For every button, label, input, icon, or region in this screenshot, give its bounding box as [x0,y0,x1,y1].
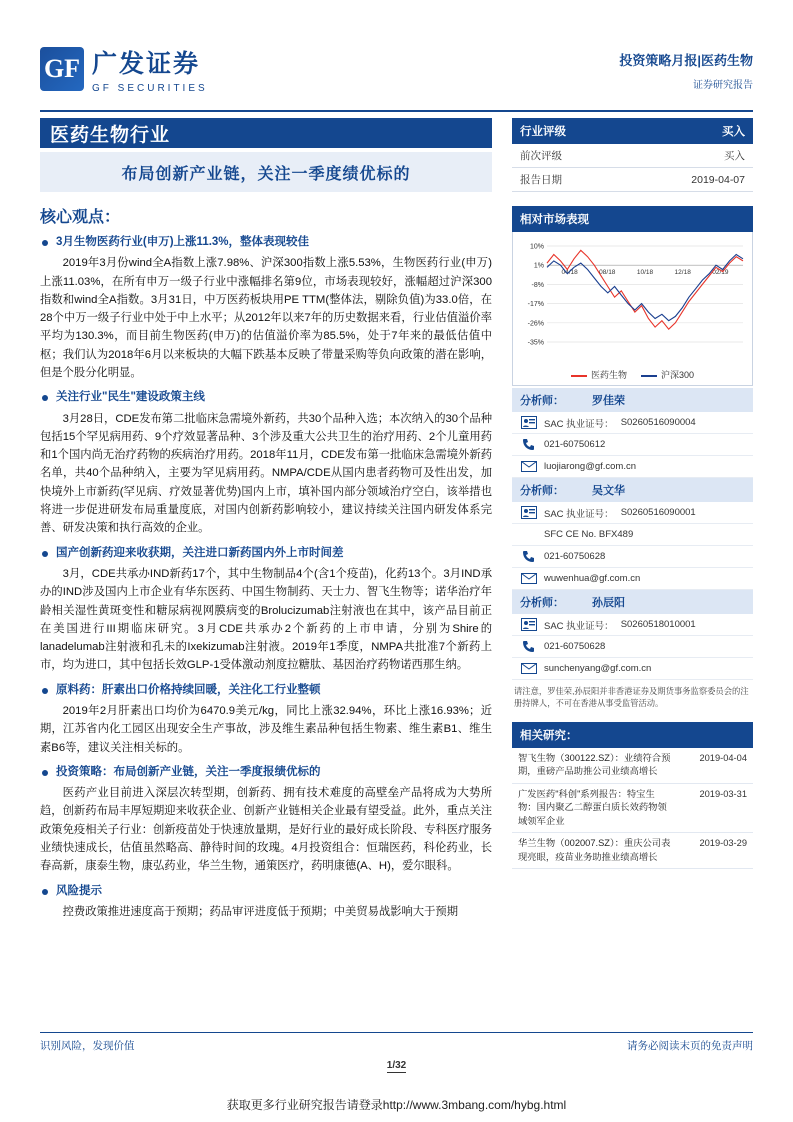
related-item-text: 华兰生物（002007.SZ）：重庆公司表现亮眼，疫苗业务助推业绩高增长 [512,833,679,869]
svg-text:10%: 10% [529,243,544,251]
analyst-email-row [512,568,753,590]
list-item[interactable] [512,783,753,832]
svg-text:02/19: 02/19 [712,269,729,277]
svg-text:1%: 1% [533,262,544,270]
related-item-text: 广发医药"科创"系列报告：特宝生物：国内聚乙二醇蛋白质长效药物领域领军企业 [512,783,679,832]
analyst-email-row [512,658,753,680]
analyst-email-row [512,456,753,478]
page-current: 1 [386,1060,393,1071]
core-item-body: 控费政策推进速度高于预期；药品审评进度低于预期；中美贸易战影响大于预期 [62,905,458,918]
report-date-value: 2019-04-07 [625,168,753,192]
analyst-sac-row [512,502,753,524]
chart-legend [517,368,748,381]
report-category: 投资策略月报|医药生物 [619,53,753,68]
svg-text:12/18: 12/18 [674,269,691,277]
header-divider [40,110,753,112]
analyst-name: 罗佳荣 [592,395,625,407]
related-item-date: 2019-03-31 [679,783,753,832]
id-card-icon [520,617,537,632]
report-date-label: 报告日期 [512,168,625,192]
analyst-email-value[interactable]: wuwenhua@gf.com.cn [544,573,641,584]
analyst-list [512,388,753,710]
page-total: 32 [395,1060,407,1071]
related-item-text: 智飞生物（300122.SZ）：业绩符合预期，重磅产品助推公司业绩高增长 [512,748,679,783]
list-item[interactable] [512,833,753,869]
core-item-head: 关注行业"民生"建设政策主线 [40,389,492,406]
core-item-body: 2019年3月份wind全A指数上涨7.98%、沪深300指数上涨5.53%，生物医药行业(申万)上涨11.03%，在所有申万一级子行业中涨幅排名第9位，市场表现较好，涨幅超过沪深300指数和wind全A指数。3月31日，中万医药板块用PE TTM(整体法，剔除负值)为33.0倍，在28个中万一级子行业中处于中上水平；从2012年以来7年的历史数据来看，行业估值溢价率平均为130.3%，而目前生物医药(申万)的估值溢价率为85.5%，处于7年来的最低估值中枢；我们认为2018年6月以来板块的大幅下跌基本反映了带量采购等负向政策的潜在影响，但是个股分化明显。 [40,257,492,380]
industry-title-band [40,118,492,148]
phone-icon [520,437,537,452]
related-research-title: 相关研究： [512,722,753,748]
core-item-body: 3月28日，CDE发布第二批临床急需境外新药，共30个品种入选；本次纳入的30个品种包括15个罕见病用药、9个疗效显著品种、3个涉及重大公共卫生的治疗用药、2个儿童用药和1个国内尚无治疗药物的疾病治疗用药。2018年11月，CDE发布第一批临床急需境外新药名单，共40个品种纳入，主要为罕见病用药。NMPA/CDE从国内患者药物可及性出发，加快境外上市新药(罕见病、疗效显著优势)国内上市，填补国内部分领域治疗空白，该举措也将进一步促进研发布局重量度底，对国内创新药影响较小，建议持续关注国内研发体系完善、研发决策和执行高效的企业。 [40,412,492,535]
analyst-sac-label: SAC 执业证号： [544,620,614,632]
logo-name-cn: 广发证券 [92,49,201,78]
prev-rating-value: 买入 [625,144,753,168]
svg-text:-8%: -8% [531,281,544,289]
id-card-icon [520,505,537,520]
analyst-name: 吴文华 [592,485,625,497]
page-footer [40,1038,753,1053]
analyst-name: 孙辰阳 [592,597,625,609]
prev-rating-label: 前次评级 [512,144,625,168]
analyst-phone-row [512,636,753,658]
report-type: 证券研究报告 [693,80,753,91]
core-item-body: 3月，CDE共承办IND新药17个，其中生物制品4个(含1个疫苗)，化药13个。3月IND承办的IND涉及国内上市企业有华东医药、中国生物制药、天士力、智飞生物等；诺华治疗年龄相关湿性黄斑变性和糖尿病视网膜病变的Brolucizumab注射液也在其中，该产品目前正在美国进行III期临床研究。3月CDE共承办2个新药的上市申请，分别为Shire的lanadelumab注射液和孔未的Ixekizumab注射液。2019年1季度，NMPA共批准7个新药上市，均为进口，其中包括长效GLP-1受体激动剂度拉糖肽、基因治疗药物诺西那生纳。 [40,567,492,672]
analyst-header [512,590,753,614]
analyst-email-value[interactable]: luojiarong@gf.com.cn [544,461,637,472]
mail-icon [520,571,537,586]
svg-text:-26%: -26% [527,320,544,328]
core-item-head: 3月生物医药行业(申万)上涨11.3%，整体表现较佳 [40,234,492,251]
page-header [40,44,753,106]
legend-item-1: 沪深300 [641,368,694,381]
legend-item-0: 医药生物 [571,368,627,381]
logo-name-en: GF SECURITIES [92,83,208,94]
sidebar [512,118,753,869]
svg-text:10/18: 10/18 [636,269,654,277]
footer-divider [40,1032,753,1033]
related-item-date: 2019-03-29 [679,833,753,869]
core-item-body: 医药产业目前进入深层次转型期，创新药、拥有技术难度的高壁垒产品将成为大势所趋，创新药布局丰厚短期迎来收获企业、创新产业链相关企业最有望受益。此外，重点关注政策免疫相关子行业：创新疫苗处于快速放量期，是好行业的最好成长阶段、专科医疗服务业绩快速成长，估值虽然略高、静待时间的玫瑰。4月投资组合：恒瑞医药，科伦药业，长春高新，康泰生物，康弘药业，华兰生物，通策医疗，药明康德(A、H)，爱尔眼科。 [40,787,492,873]
related-item-date: 2019-04-04 [679,748,753,783]
core-views-heading: 核心观点： [40,209,121,226]
table-row [512,144,753,168]
mail-icon [520,661,537,676]
phone-icon [520,549,537,564]
analyst-role-label: 分析师： [520,395,564,407]
list-item[interactable] [512,748,753,783]
analyst-sac-label: SAC 执业证号： [544,508,614,520]
footer-left-text: 识别风险，发现价值 [40,1040,135,1052]
logo-mark-icon: GF [40,47,84,91]
company-logo [40,44,208,94]
analyst-email-value[interactable]: sunchenyang@gf.com.cn [544,663,652,674]
analyst-sfc-value: SFC CE No. BFX489 [544,529,634,540]
svg-text:08/18: 08/18 [599,269,616,277]
page-subtitle: 布局创新产业链，关注一季度绩优标的 [121,165,411,183]
svg-text:-17%: -17% [527,301,544,309]
analyst-sac-row [512,614,753,636]
badge-icon [520,527,537,542]
analyst-phone-value: 021-60750628 [544,641,606,652]
header-meta [619,50,753,91]
table-row [512,168,753,192]
market-performance-chart [512,232,753,386]
svg-text:-35%: -35% [527,339,544,347]
analyst-sfc-row [512,524,753,546]
core-item-head: 投资策略：布局创新产业链，关注一季度报绩优标的 [40,764,492,781]
core-item-head: 国产创新药迎来收获期，关注进口新药国内外上市时间差 [40,545,492,562]
analyst-phone-value: 021-60750612 [544,439,606,450]
chart-svg [517,238,748,366]
id-card-icon [520,415,537,430]
mail-icon [520,459,537,474]
rating-table [512,118,753,192]
analyst-phone-row [512,546,753,568]
subtitle-band [40,152,492,192]
footer-right-text: 请务必阅读末页的免责声明 [627,1040,753,1052]
analyst-header [512,478,753,502]
promo-text: 获取更多行业研究报告请登录http://www.3mbang.com/hybg.html [226,1098,567,1112]
core-views-section [40,200,492,925]
analyst-role-label: 分析师： [520,485,564,497]
market-performance-title: 相对市场表现 [512,206,753,232]
analyst-header [512,388,753,412]
rating-header-value: 买入 [625,118,753,144]
core-item-body: 2019年2月肝素出口均价为6470.9美元/kg，同比上涨32.94%，环比上涨16.93%；近期，江苏省内化工园区出现安全生产事故，涉及维生素品种包括生物素、维生素B1、维生素B6等，建议关注相关标的。 [40,704,492,754]
page-number [0,1060,793,1071]
analyst-disclaimer: 请注意，罗佳荣,孙辰阳并非香港证券及期货事务监察委员会的注册持牌人，不可在香港从事受监管活动。 [514,686,749,709]
core-item-head: 风险提示 [40,883,492,900]
analyst-role-label: 分析师： [520,597,564,609]
analyst-sac-value: S0260518010001 [620,619,696,630]
page-separator: / [392,1060,396,1071]
analyst-sac-value: S0260516090004 [620,417,696,428]
analyst-phone-value: 021-60750628 [544,551,606,562]
core-item-head: 原料药：肝素出口价格持续回暖，关注化工行业整顿 [40,682,492,699]
analyst-sac-value: S0260516090001 [620,507,696,518]
line-chart [517,238,748,366]
rating-header-label: 行业评级 [512,118,625,144]
svg-text:04/18: 04/18 [561,269,578,277]
analyst-sac-row [512,412,753,434]
related-research-table [512,748,753,869]
analyst-sac-label: SAC 执业证号： [544,418,614,430]
page-title: 医药生物行业 [50,124,171,146]
phone-icon [520,639,537,654]
analyst-phone-row [512,434,753,456]
